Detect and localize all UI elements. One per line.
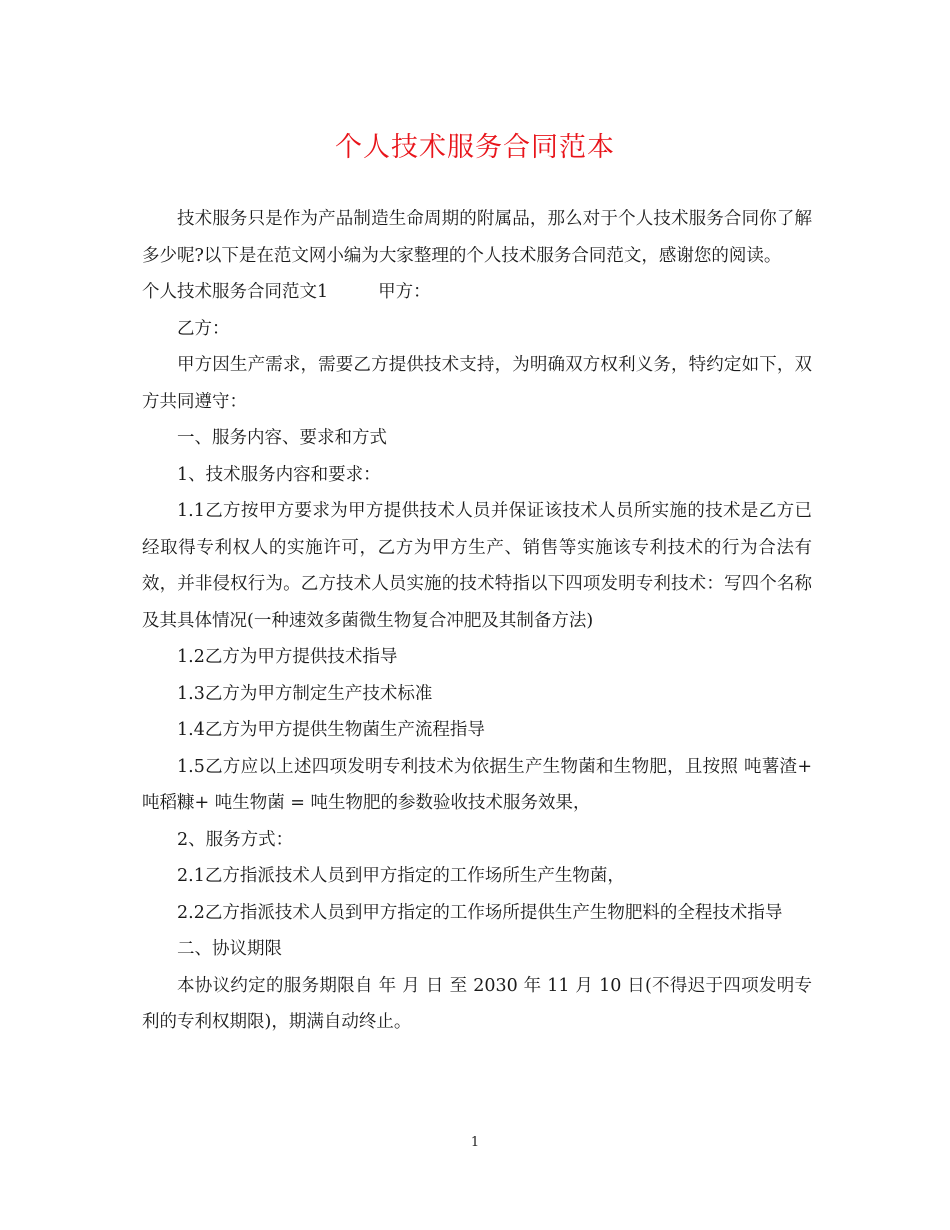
document-title: 个人技术服务合同范本 (335, 132, 615, 163)
preamble-paragraph: 甲方因生产需求，需要乙方提供技术支持，为明确双方权利义务，特约定如下，双方共同遵守： (142, 355, 812, 412)
page-number: 1 (470, 1135, 480, 1150)
intro-paragraph: 技术服务只是作为产品制造生命周期的附属品，那么对于个人技术服务合同你了解多少呢?以下是在范文网小编为大家整理的个人技术服务合同范文，感谢您的阅读。 (142, 209, 812, 266)
section-heading-line (142, 274, 812, 311)
clause-paragraph: 1.2乙方为甲方提供技术指导 (177, 647, 398, 667)
sample-heading: 个人技术服务合同范文1 (142, 282, 329, 302)
party-a-label: 甲方： (378, 282, 431, 302)
clause-paragraph: 2.2乙方指派技术人员到甲方指定的工作场所提供生产生物肥料的全程技术指导 (177, 902, 783, 923)
clause-paragraph: 1.4乙方为甲方提供生物菌生产流程指导 (177, 720, 485, 740)
section-heading: 一、服务内容、要求和方式 (177, 428, 387, 448)
clause-paragraph: 本协议约定的服务期限自 年 月 日 至 2030 年 11 月 10 日(不得迟于四项发明专利的专利权期限)，期满自动终止。 (142, 975, 812, 1032)
subsection-heading: 2、服务方式： (177, 829, 294, 850)
subsection-heading: 1、技术服务内容和要求： (177, 464, 381, 485)
clause-paragraph: 1.3乙方为甲方制定生产技术标准 (177, 683, 433, 704)
section-heading: 二、协议期限 (177, 939, 282, 959)
clause-paragraph: 2.1乙方指派技术人员到甲方指定的工作场所生产生物菌， (177, 866, 625, 886)
party-b-label: 乙方： (177, 318, 230, 339)
clause-paragraph: 1.5乙方应以上述四项发明专利技术为依据生产生物菌和生物肥，且按照 吨薯渣+ 吨稻糠+ 吨生物菌 = 吨生物肥的参数验收技术服务效果， (142, 756, 812, 813)
document-body (142, 201, 812, 1041)
clause-paragraph: 1.1乙方按甲方要求为甲方提供技术人员并保证该技术人员所实施的技术是乙方已经取得专利权人的实施许可，乙方为甲方生产、销售等实施该专利技术的行为合法有效，并非侵权行为。乙方技术人员实施的技术特指以下四项发明专利技术：写四个名称及其具体情况(一种速效多菌微生物复合冲肥及其制备方法) (142, 501, 812, 631)
